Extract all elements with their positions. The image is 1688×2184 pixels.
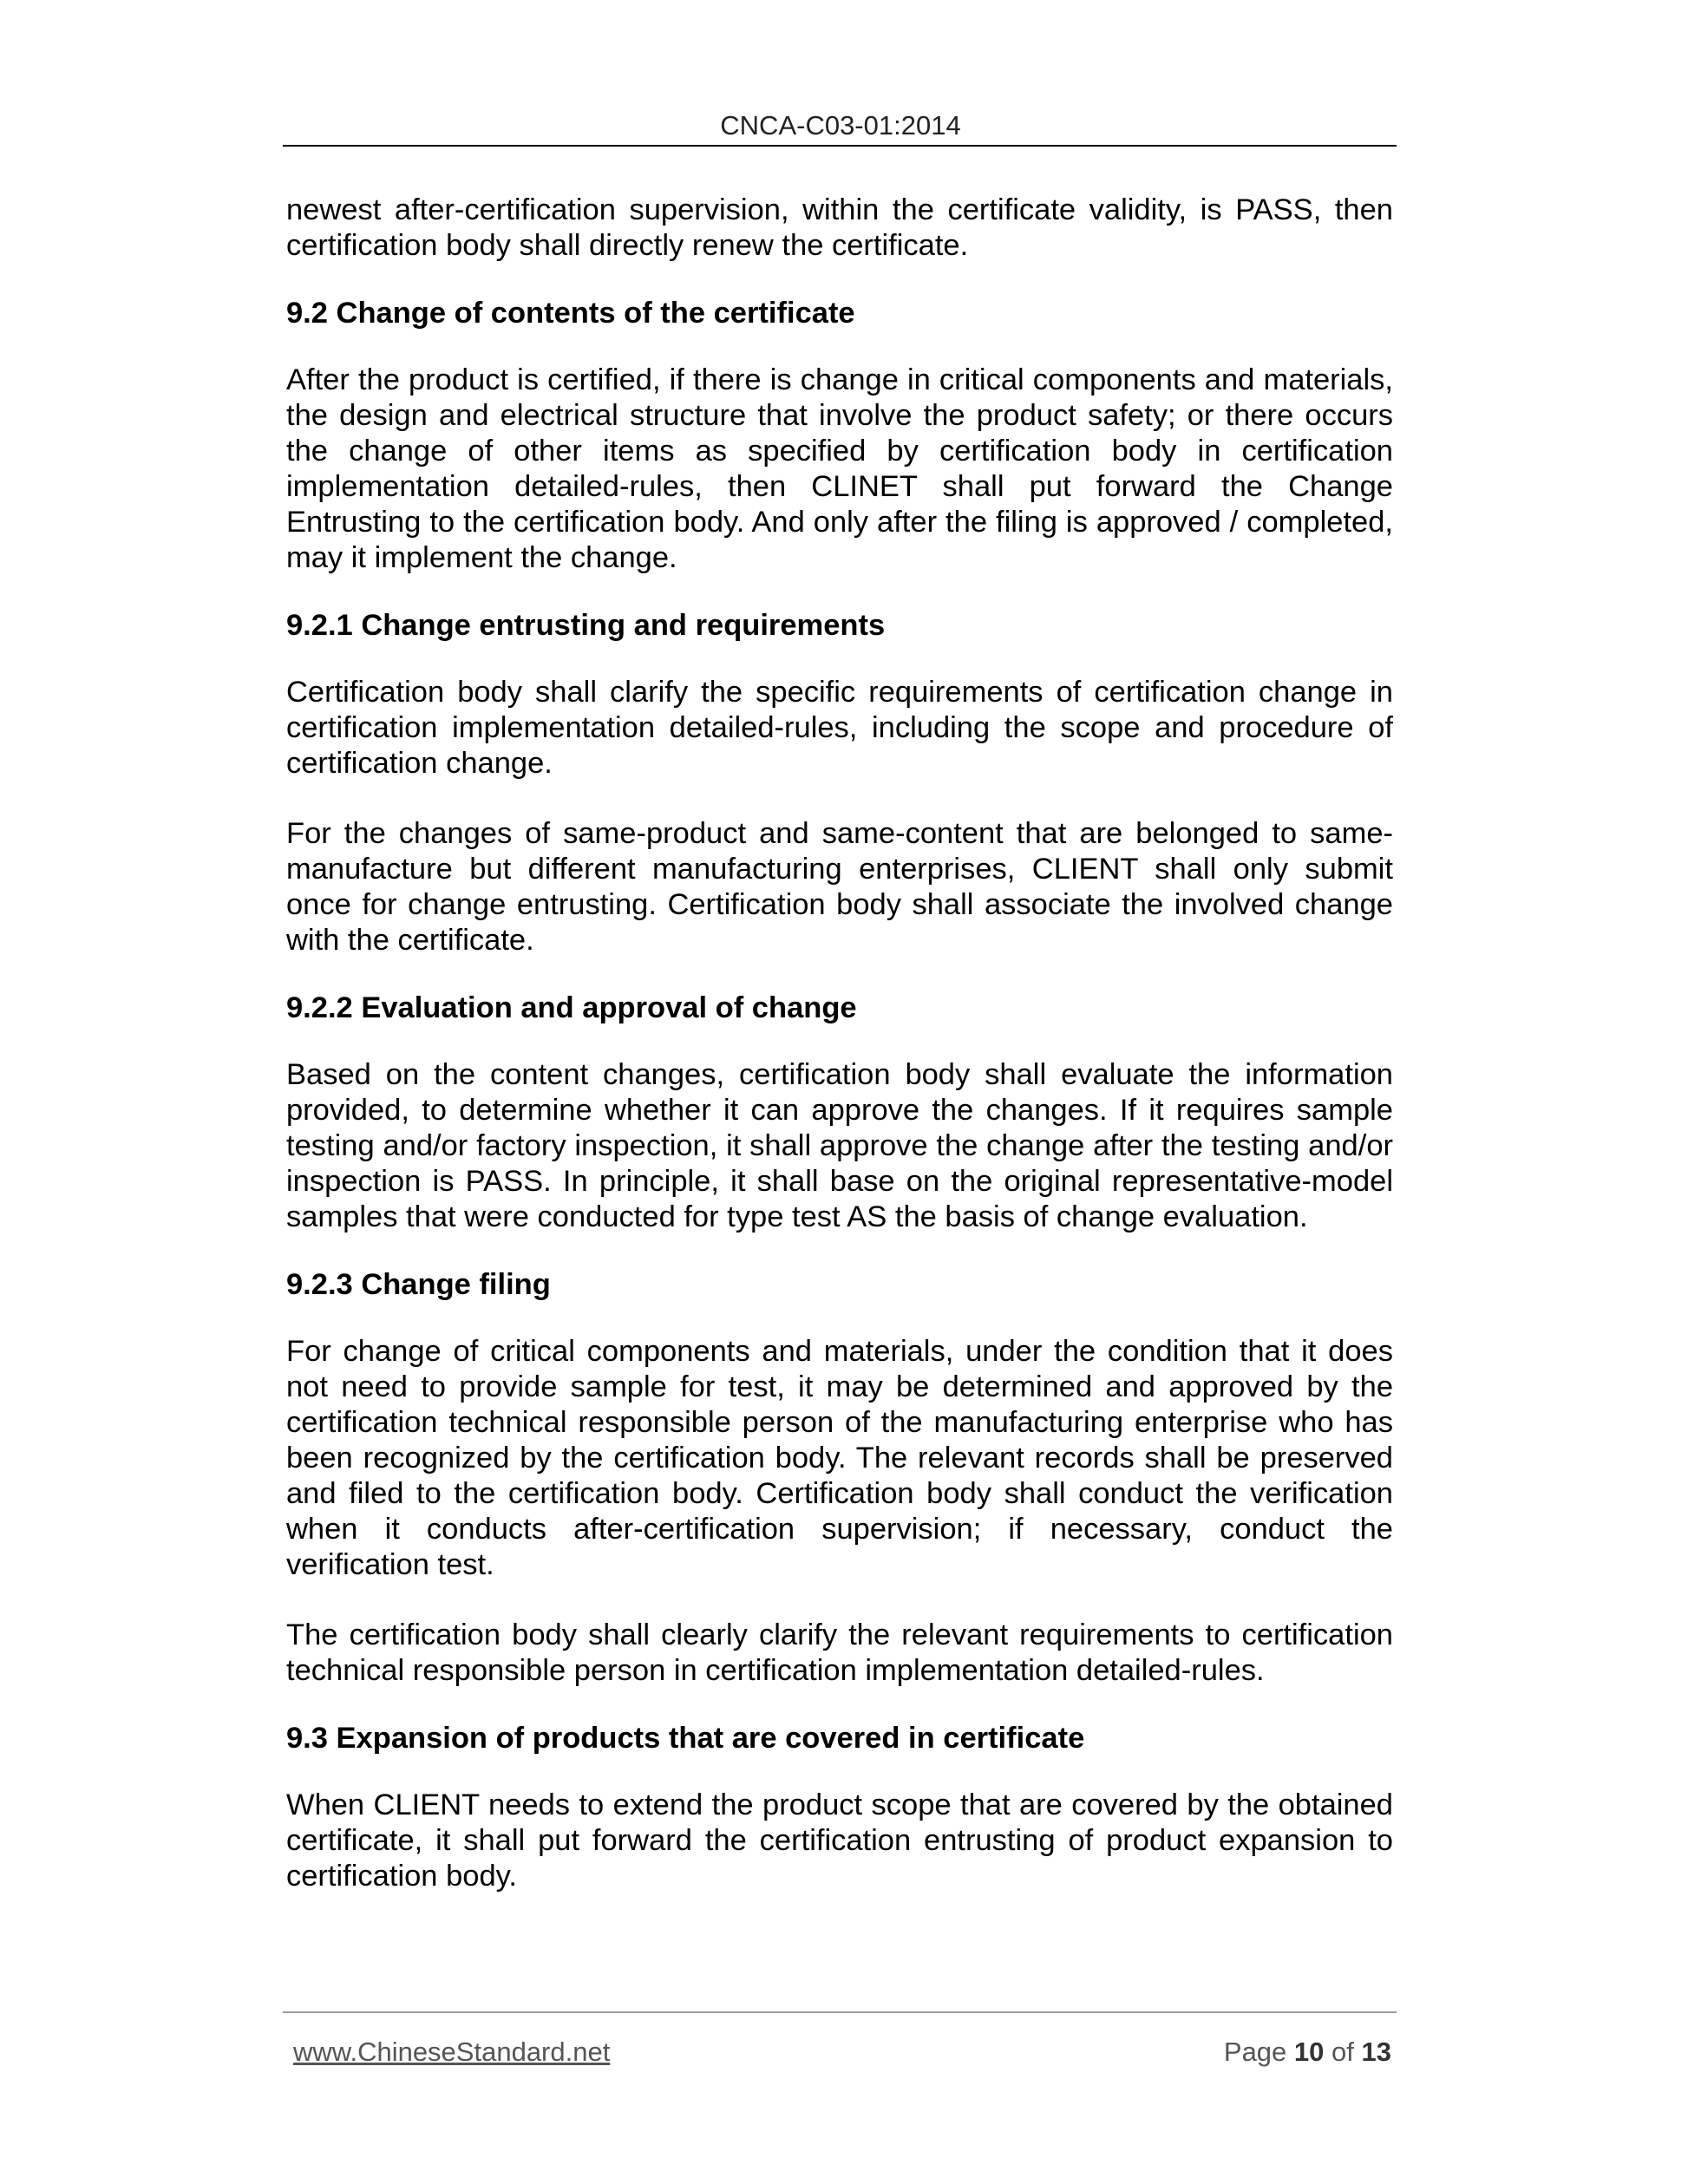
footer-rule <box>283 2011 1397 2013</box>
heading-9-2-3: 9.2.3 Change filing <box>286 1268 551 1301</box>
footer-website-link[interactable]: www.ChineseStandard.net <box>293 2037 611 2067</box>
paragraph-renewal: newest after-certification supervision, within the certificate validity, is PASS, then certification body shall directly renew the certificate. <box>286 193 1393 262</box>
heading-9-2-1: 9.2.1 Change entrusting and requirements <box>286 609 886 642</box>
page-content <box>286 193 1393 1894</box>
paragraph-same-product-changes: For the changes of same-product and same-content that are belonged to same-manufacture but different manufacturing enterprises, CLIENT shall only submit once for change entrusting. Certification body shall associate the involved change with the certificate. <box>286 817 1393 957</box>
page-number <box>1224 2036 1391 2069</box>
paragraph-product-expansion: When CLIENT needs to extend the product scope that are covered by the obtained certificate, it shall put forward the certification entrusting of product expansion to certification body. <box>286 1788 1393 1893</box>
page-prefix: Page <box>1223 2037 1287 2067</box>
heading-9-2-2: 9.2.2 Evaluation and approval of change <box>286 991 857 1024</box>
paragraph-technical-responsible-person: The certification body shall clearly clarify the relevant requirements to certification technical responsible person in certification implementation detailed-rules. <box>286 1618 1393 1687</box>
heading-9-3: 9.3 Expansion of products that are covered in certificate <box>286 1722 1085 1755</box>
paragraph-evaluation-approval: Based on the content changes, certification body shall evaluate the information provided, to determine whether it can approve the changes. If it requires sample testing and/or factory inspection, it shall approve the change after the testing and/or inspection is PASS. In principle, it shall base on the original representative-model samples that were conducted for type test AS the basis of change evaluation. <box>286 1058 1393 1233</box>
paragraph-change-contents: After the product is certified, if there is change in critical components and materials, the design and electrical structure that involve the product safety; or there occurs the change of other items as specified by certification body in certification implementation detailed-rules, then CLINET shall put forward the Change Entrusting to the certification body. And only after the filing is approved / completed, may it implement the change. <box>286 363 1393 574</box>
header-rule <box>283 145 1397 147</box>
page-current: 10 <box>1293 2037 1325 2067</box>
paragraph-change-filing: For change of critical components and materials, under the condition that it does not need to provide sample for test, it may be determined and approved by the certification technical responsible person of the manufacturing enterprise who has been recognized by the certification body. The relevant records shall be preserved and filed to the certification body. Certification body shall conduct the verification when it conducts after-certification supervision; if necessary, conduct the verification test. <box>286 1335 1393 1581</box>
heading-9-2: 9.2 Change of contents of the certificate <box>286 297 855 330</box>
page-of: of <box>1331 2037 1354 2067</box>
header-title: CNCA-C03-01:2014 <box>720 110 961 141</box>
paragraph-change-requirements: Certification body shall clarify the specific requirements of certification change in certification implementation detailed-rules, including the scope and procedure of certification change. <box>286 676 1393 780</box>
page-total: 13 <box>1361 2037 1391 2067</box>
